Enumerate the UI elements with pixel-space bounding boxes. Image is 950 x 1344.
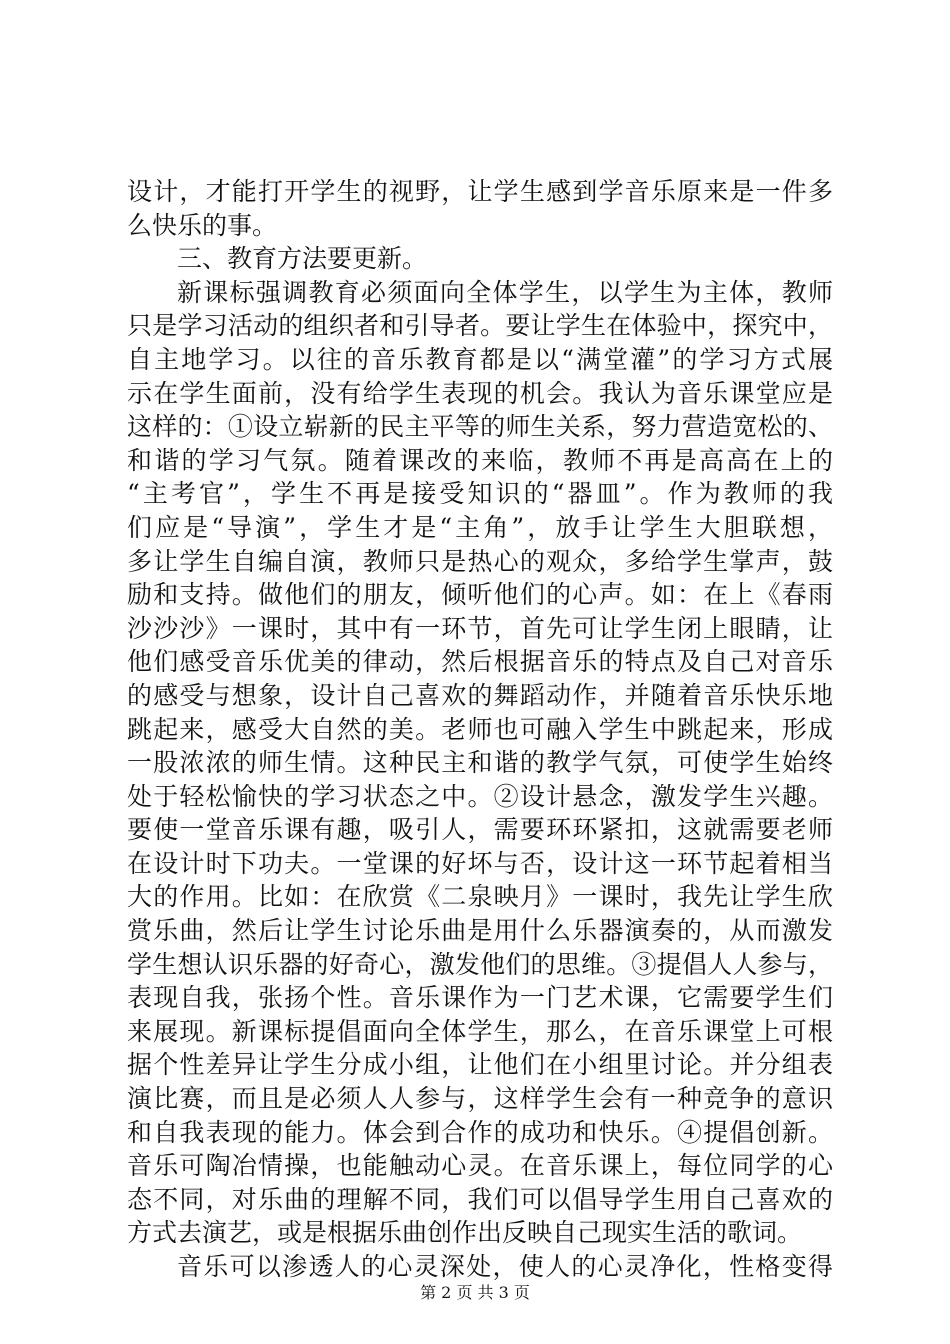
text-line: 们应是“导演”，学生才是“主角”，放手让学生大胆联想， [127,512,833,542]
text-line: “主考官”，学生不再是接受知识的“器皿”。作为教师的我 [127,479,833,509]
text-line: 设计，才能打开学生的视野，让学生感到学音乐原来是一件多 [127,177,833,206]
document-body [127,175,833,1284]
text-line: 态不同，对乐曲的理解不同，我们可以倡导学生用自己喜欢的 [127,1184,833,1214]
page-number-label: 第 2 页 共 3 页 [420,1283,530,1302]
text-line: 新课标强调教育必须面向全体学生，以学生为主体，教师 [177,277,833,307]
text-line: 表现自我，张扬个性。音乐课作为一门艺术课，它需要学生们 [127,983,833,1013]
text-line: 的感受与想象，设计自己喜欢的舞蹈动作，并随着音乐快乐地 [127,680,833,710]
text-line: 励和支持。做他们的朋友，倾听他们的心声。如：在上《春雨 [127,580,833,610]
text-line: 自主地学习。以往的音乐教育都是以“满堂灌”的学习方式展 [127,344,833,374]
text-line: 么快乐的事。 [127,210,278,240]
text-line: 演比赛，而且是必须人人参与，这样学生会有一种竞争的意识 [127,1084,833,1114]
text-line: 和自我表现的能力。体会到合作的成功和快乐。④提倡创新。 [127,1117,833,1147]
text-line: 这样的：①设立崭新的民主平等的师生关系，努力营造宽松的、 [127,412,833,442]
text-line: 要使一堂音乐课有趣，吸引人，需要环环紧扣，这就需要老师 [127,815,833,845]
text-line: 学生想认识乐器的好奇心，激发他们的思维。③提倡人人参与， [127,949,833,979]
text-line: 和谐的学习气氛。随着课改的来临，教师不再是高高在上的 [127,445,833,475]
text-line: 在设计时下功夫。一堂课的好坏与否，设计这一环节起着相当 [127,848,833,878]
text-line: 赏乐曲，然后让学生讨论乐曲是用什么乐器演奏的，从而激发 [127,916,833,946]
text-line: 示在学生面前，没有给学生表现的机会。我认为音乐课堂应是 [127,378,833,408]
text-line: 他们感受音乐优美的律动，然后根据音乐的特点及自己对音乐 [127,647,833,677]
text-line: 音乐可以渗透人的心灵深处，使人的心灵净化，性格变得 [177,1252,833,1281]
text-line: 沙沙沙》一课时，其中有一环节，首先可让学生闭上眼睛，让 [127,613,833,643]
text-line: 据个性差异让学生分成小组，让他们在小组里讨论。并分组表 [127,1050,833,1080]
text-line: 音乐可陶冶情操，也能触动心灵。在音乐课上，每位同学的心 [127,1151,833,1181]
page-footer [0,1283,950,1303]
text-line: 大的作用。比如：在欣赏《二泉映月》一课时，我先让学生欣 [127,882,833,912]
text-line: 多让学生自编自演，教师只是热心的观众，多给学生掌声，鼓 [127,546,833,576]
text-line: 跳起来，感受大自然的美。老师也可融入学生中跳起来，形成 [127,714,833,744]
text-line: 只是学习活动的组织者和引导者。要让学生在体验中，探究中， [127,311,833,341]
text-line: 来展现。新课标提倡面向全体学生，那么，在音乐课堂上可根 [127,1016,833,1046]
text-line: 一股浓浓的师生情。这种民主和谐的教学气氛，可使学生始终 [127,748,833,778]
text-line: 方式去演艺，或是根据乐曲创作出反映自己现实生活的歌词。 [127,1218,803,1248]
text-line: 处于轻松愉快的学习状态之中。②设计悬念，激发学生兴趣。 [127,781,833,811]
section-heading: 三、教育方法要更新。 [177,244,428,274]
